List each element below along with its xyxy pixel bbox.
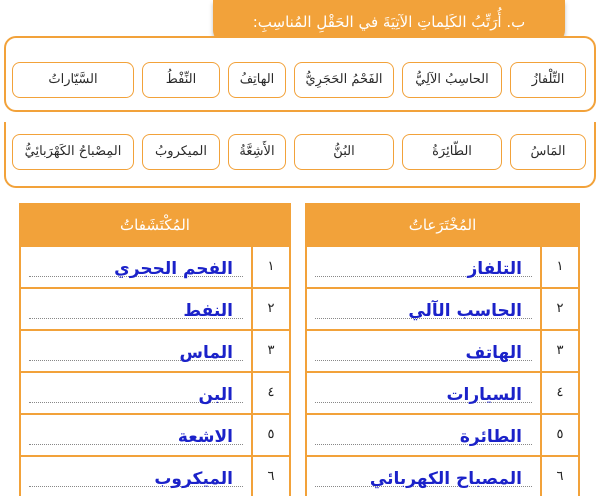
word-card[interactable]: الحاسِبُ الآلِيُّ — [402, 62, 502, 98]
word-card[interactable]: التِّلْفازُ — [510, 62, 586, 98]
row-number: ٢ — [540, 289, 578, 329]
answer-field[interactable] — [29, 331, 243, 371]
handwritten-answer: الاشعة — [177, 427, 233, 447]
word-card[interactable]: الأَشِعَّةُ — [228, 134, 286, 170]
table-row — [307, 245, 578, 287]
inventions-table — [305, 203, 580, 496]
inventions-title: المُخْتَرَعاتُ — [307, 205, 578, 245]
word-card[interactable]: السَّيّاراتُ — [12, 62, 134, 98]
table-row — [307, 413, 578, 455]
handwritten-answer: الهاتف — [465, 343, 522, 363]
row-number: ٣ — [251, 331, 289, 371]
word-card[interactable]: الفَحْمُ الحَجَرِيُّ — [294, 62, 394, 98]
handwritten-answer: المصباح الكهربائي — [369, 469, 522, 489]
table-row — [307, 371, 578, 413]
row-number: ٣ — [540, 331, 578, 371]
handwritten-answer: الطائرة — [459, 427, 522, 447]
handwritten-answer: الفحم الحجري — [114, 259, 233, 279]
row-number: ٦ — [251, 457, 289, 496]
word-card[interactable]: الطّائِرَةُ — [402, 134, 502, 170]
handwritten-answer: الماس — [179, 343, 233, 363]
answer-field[interactable] — [315, 373, 532, 413]
table-row — [21, 455, 289, 496]
row-number: ٤ — [540, 373, 578, 413]
handwritten-answer: السيارات — [446, 385, 522, 405]
word-card[interactable]: النِّفْطُ — [142, 62, 220, 98]
answer-field[interactable] — [315, 415, 532, 455]
word-bank-panel-2 — [4, 122, 596, 188]
word-card[interactable]: المِصْباحُ الكَهْرَبائِيُّ — [12, 134, 134, 170]
word-card[interactable]: المَاسُ — [510, 134, 586, 170]
answer-field[interactable] — [29, 373, 243, 413]
discoveries-table — [19, 203, 291, 496]
handwritten-answer: البن — [198, 385, 233, 405]
answer-field[interactable] — [315, 247, 532, 287]
answer-field[interactable] — [29, 457, 243, 496]
table-row — [307, 287, 578, 329]
word-card[interactable]: البُنُّ — [294, 134, 394, 170]
word-card[interactable]: الميكروبُ — [142, 134, 220, 170]
handwritten-answer: الحاسب الآلي — [408, 301, 522, 321]
handwritten-answer: التلفاز — [467, 259, 522, 279]
table-row — [21, 329, 289, 371]
table-row — [307, 329, 578, 371]
discoveries-title: المُكْتَشَفاتُ — [21, 205, 289, 245]
answer-field[interactable] — [29, 415, 243, 455]
table-row — [21, 287, 289, 329]
handwritten-answer: الميكروب — [154, 469, 233, 489]
row-number: ٢ — [251, 289, 289, 329]
answer-field[interactable] — [29, 289, 243, 329]
row-number: ١ — [251, 247, 289, 287]
answer-field[interactable] — [315, 331, 532, 371]
answer-field[interactable] — [315, 289, 532, 329]
row-number: ٥ — [251, 415, 289, 455]
answer-field[interactable] — [29, 247, 243, 287]
handwritten-answer: النفط — [183, 301, 233, 321]
row-number: ٦ — [540, 457, 578, 496]
row-number: ٤ — [251, 373, 289, 413]
instruction-text: ب. أُرَتِّبُ الكَلِماتِ الآتِيَةَ في الحَقْلِ المُناسِبِ: — [252, 13, 526, 31]
table-row — [21, 413, 289, 455]
answer-field[interactable] — [315, 457, 532, 496]
table-row — [21, 371, 289, 413]
table-row — [307, 455, 578, 496]
row-number: ٥ — [540, 415, 578, 455]
word-card[interactable]: الهاتِفُ — [228, 62, 286, 98]
row-number: ١ — [540, 247, 578, 287]
table-row — [21, 245, 289, 287]
word-bank-panel — [4, 36, 596, 112]
